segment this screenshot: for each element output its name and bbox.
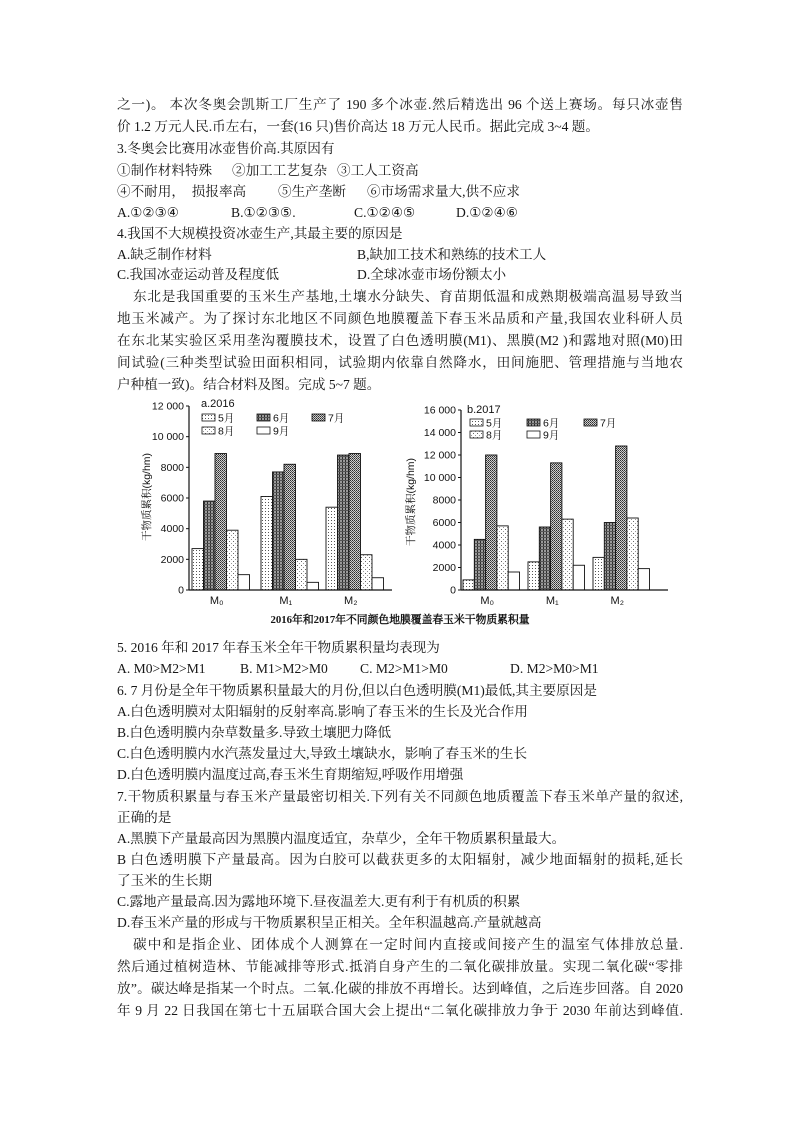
chart-0-category-label: M₁ <box>279 595 293 607</box>
chart-0-y-tick-label: 4000 <box>160 523 184 536</box>
passage-line: 年 9 月 22 日我国在第七十五届联合国大会上提出“二氧化碳排放力争于 2030 年前达到峰值. <box>117 1003 683 1018</box>
choice-a: A.黑膜下产量最高因为黑膜内温度适宜，杂草少，全年干物质累积量最大。 <box>117 831 566 846</box>
question-4-stem: 4.我国不大规模投资冰壶生产,其最主要的原因是 <box>117 226 403 241</box>
option-item: ⑤生产垄断 <box>278 184 346 199</box>
choice-c: C.露地产量最高.因为露地环境下.昼夜温差大.更有利于有机质的积累 <box>117 894 521 909</box>
passage-line: 户种植一致)。结合材料及图。完成 5~7 题。 <box>117 377 381 392</box>
chart-1-title: b.2017 <box>467 404 501 416</box>
chart-0-legend-swatch-aug <box>202 427 215 434</box>
passage-line: 之一)。 本次冬奥会凯斯工厂生产了 190 多个冰壶.然后精选出 96 个送上赛场。每只冰壶售 <box>117 97 683 112</box>
choice-a: A.白色透明膜对太阳辐射的反射率高.影响了春玉米的生长及光合作用 <box>117 704 528 719</box>
choice-c: C.①②④⑤ <box>354 205 416 220</box>
question-7-stem: 7.干物质积累量与春玉米产量最密切相关.下列有关不同颜色地质覆盖下春玉米单产量的叙述, <box>117 789 683 804</box>
passage-line: 放”。碳达峰是指某一个时点。二氧.化碳的排放不再增长。达到峰值，之后连步回落。自 2020 <box>117 981 683 996</box>
choice-d: D.白色透明膜内温度过高,春玉米生育期缩短,呼吸作用增强 <box>117 767 464 782</box>
chart-1-y-tick-label: 10 000 <box>423 472 456 484</box>
chart-1-bar-m0-may <box>463 580 474 590</box>
question-3-stem: 3.冬奥会比赛用冰壶售价高.其原因有 <box>117 141 335 156</box>
chart-0-bar-m1-aug <box>296 559 308 590</box>
chart-1-bar-m0-jul <box>486 455 497 590</box>
passage-line: 碳中和是指企业、团体成个人测算在一定时间内直接或间接产生的温室气体排放总量. <box>133 937 683 952</box>
question-6-stem: 6. 7 月份是全年干物质累积量最大的月份,但以白色透明膜(M1)最低,其主要原因是 <box>117 683 597 698</box>
passage-line: 价 1.2 万元人民.币左右，一套(16 只)售价高达 18 万元人民币。据此完成 3~4 题。 <box>117 119 599 134</box>
chart-0-bar-m2-jun <box>338 455 350 590</box>
chart-0-bar-m0-sep <box>238 575 250 590</box>
chart-0-bar-m2-aug <box>361 555 373 590</box>
chart-0-bar-m0-jun <box>204 501 216 590</box>
chart-1-bar-m1-sep <box>573 565 584 590</box>
chart-1-legend-label: 5月 <box>486 417 503 430</box>
chart-1-y-tick-label: 4000 <box>432 539 456 552</box>
chart-1-y-tick-label: 16 000 <box>423 404 456 417</box>
chart-0-legend-label: 7月 <box>328 412 345 425</box>
chart-0-legend-label: 9月 <box>273 425 290 438</box>
chart-1-bar-m1-jul <box>551 463 562 590</box>
chart-0-bar-m2-may <box>326 507 338 590</box>
chart-0-bar-m1-sep <box>307 582 319 590</box>
chart-0-y-axis-label: 干物质累积(kg/hm) <box>141 452 153 542</box>
option-item: ①制作材料特殊 <box>117 163 213 178</box>
chart-1-bar-m2-aug <box>627 518 638 590</box>
choice-b-continued: 了玉米的生长期 <box>117 873 213 888</box>
chart-0-y-tick-label: 0 <box>178 584 184 597</box>
chart-1-legend-swatch-may <box>470 419 483 426</box>
passage-line: 地玉米减产。为了探讨东北地区不同颜色地膜覆盖下春玉米品质和产量,我国农业科研人员 <box>117 311 683 326</box>
chart-1-y-tick-label: 12 000 <box>423 449 456 462</box>
chart-1-bar-m2-sep <box>638 569 649 590</box>
choice-b: B.白色透明膜内杂草数量多.导致土壤肥力降低 <box>117 725 392 740</box>
chart-1-bar-m1-may <box>528 562 539 590</box>
choice-d: D.①②④⑥ <box>456 205 518 220</box>
passage-line: 在东北某实验区采用垄沟覆膜技术，设置了白色透明膜(M1)、黑膜(M2 )和露地对照(M0)田 <box>117 333 683 348</box>
chart-1-legend-label: 7月 <box>600 417 617 430</box>
bar-charts-figure <box>120 390 680 610</box>
chart-0-y-tick-label: 8000 <box>160 461 184 474</box>
choice-b: B. M1>M2>M0 <box>240 661 328 676</box>
chart-1-bar-m2-jun <box>604 523 615 591</box>
chart-1-y-tick-label: 6000 <box>432 517 456 529</box>
chart-0-legend-label: 8月 <box>218 425 235 438</box>
chart-1-y-tick-label: 14 000 <box>423 427 456 439</box>
chart-0-y-tick-label: 10 000 <box>151 431 184 444</box>
question-4-choices-row-2 <box>117 264 683 285</box>
chart-1-y-tick-label: 0 <box>450 584 456 597</box>
chart-1-category-label: M₀ <box>480 595 495 607</box>
chart-1-legend-swatch-aug <box>470 431 483 438</box>
chart-1-legend-label: 8月 <box>486 429 503 442</box>
chart-1-category-label: M₂ <box>610 595 624 607</box>
chart-0-category-label: M₂ <box>344 595 358 607</box>
chart-0-legend-label: 6月 <box>273 412 290 425</box>
chart-1-legend-label: 9月 <box>543 429 560 442</box>
chart-0-bar-m0-aug <box>227 530 239 590</box>
chart-0-bar-m1-jun <box>273 472 285 590</box>
chart-0-category-label: M₀ <box>209 595 224 607</box>
chart-1-bar-m2-jul <box>616 446 627 590</box>
option-item: ⑥市场需求量大,供不应求 <box>367 184 520 199</box>
chart-1-legend-swatch-jun <box>527 419 540 426</box>
chart-0-bar-m1-jul <box>284 464 296 590</box>
chart-0-legend-swatch-jul <box>312 414 325 421</box>
question-3-choices <box>117 202 683 223</box>
passage-line: 东北是我国重要的玉米生产基地,土壤水分缺失、育苗期低温和成熟期极端高温易导致当 <box>133 289 683 304</box>
chart-0-legend-swatch-jun <box>257 414 270 421</box>
chart-0-legend-swatch-may <box>202 414 215 421</box>
choice-d: D.春玉米产量的形成与干物质累积呈正相关。全年积温越高.产量就越高 <box>117 915 542 930</box>
chart-1-legend-swatch-sep <box>527 431 540 438</box>
chart-0-bar-m0-jul <box>215 454 227 590</box>
option-item: ④不耐用， 损报率高 <box>117 184 247 199</box>
chart-1-y-tick-label: 8000 <box>432 494 456 507</box>
choice-b: B.①②③⑤. <box>231 205 296 220</box>
question-4-choices-row-1 <box>117 244 683 265</box>
chart-0-legend-swatch-sep <box>257 427 270 434</box>
chart-1-bar-m0-aug <box>497 526 508 590</box>
chart-1-bar-m0-jun <box>474 539 485 590</box>
question-3-items-row-1 <box>117 160 683 181</box>
chart-0-legend-label: 5月 <box>218 412 235 425</box>
figure-caption: 2016年和2017年不同颜色地膜覆盖春玉米干物质累积量 <box>270 614 530 626</box>
question-7-stem: 正确的是 <box>117 810 172 825</box>
chart-0-bar-m0-may <box>192 549 204 590</box>
chart-1-bar-m2-may <box>593 557 604 590</box>
passage-line: 然后通过植树造林、节能减排等形式.抵消自身产生的二氧化碳排放量。实现二氧化碳“零排 <box>117 959 683 974</box>
choice-a: A.①②③④ <box>117 205 179 220</box>
chart-1-legend-swatch-jul <box>584 419 597 426</box>
choice-c: C.白色透明膜内水汽蒸发量过大,导致土壤缺水，影响了春玉米的生长 <box>117 746 528 761</box>
chart-0-y-tick-label: 12 000 <box>151 400 184 413</box>
chart-1-legend-label: 6月 <box>543 417 560 430</box>
choice-c: C.我国冰壶运动普及程度低 <box>117 267 279 282</box>
chart-1-category-label: M₁ <box>545 595 559 607</box>
option-item: ②加工工艺复杂 <box>232 163 328 178</box>
chart-0-bar-m1-may <box>261 496 273 590</box>
choice-d: D. M2>M0>M1 <box>510 661 599 676</box>
chart-0-bar-m2-jul <box>349 454 361 590</box>
option-item: ③工人工资高 <box>337 163 419 178</box>
choice-a: A. M0>M2>M1 <box>117 661 206 676</box>
chart-1-y-axis-label: 干物质累积(kg/hm) <box>405 457 417 547</box>
passage-line: 间试验(三种类型试验田面积相同，试验期内依靠自然降水，田间施肥、管理措施与当地农 <box>117 355 683 370</box>
chart-1-bar-m1-jun <box>539 527 550 590</box>
choice-c: C. M2>M1>M0 <box>360 661 448 676</box>
choice-d: D.全球冰壶市场份额太小 <box>357 267 507 282</box>
choice-a: A.缺乏制作材料 <box>117 247 212 262</box>
chart-1-bar-m0-sep <box>508 572 519 590</box>
choice-b: B,缺加工技术和熟练的技术工人 <box>357 247 547 262</box>
chart-0-bar-m2-sep <box>372 578 384 590</box>
chart-1-y-tick-label: 2000 <box>432 562 456 574</box>
question-5-stem: 5. 2016 年和 2017 年春玉米全年干物质累积量均表现为 <box>117 640 440 655</box>
question-5-choices <box>117 658 683 679</box>
chart-0-title: a.2016 <box>201 398 235 410</box>
choice-b: B 白色透明膜下产量最高。因为白胶可以截获更多的太阳辐射，减少地面辐射的损耗,延长 <box>117 852 683 867</box>
chart-0-y-tick-label: 6000 <box>160 492 184 505</box>
question-3-items-row-2 <box>117 181 683 202</box>
chart-1-bar-m1-aug <box>562 519 573 590</box>
chart-0-y-tick-label: 2000 <box>160 553 184 566</box>
